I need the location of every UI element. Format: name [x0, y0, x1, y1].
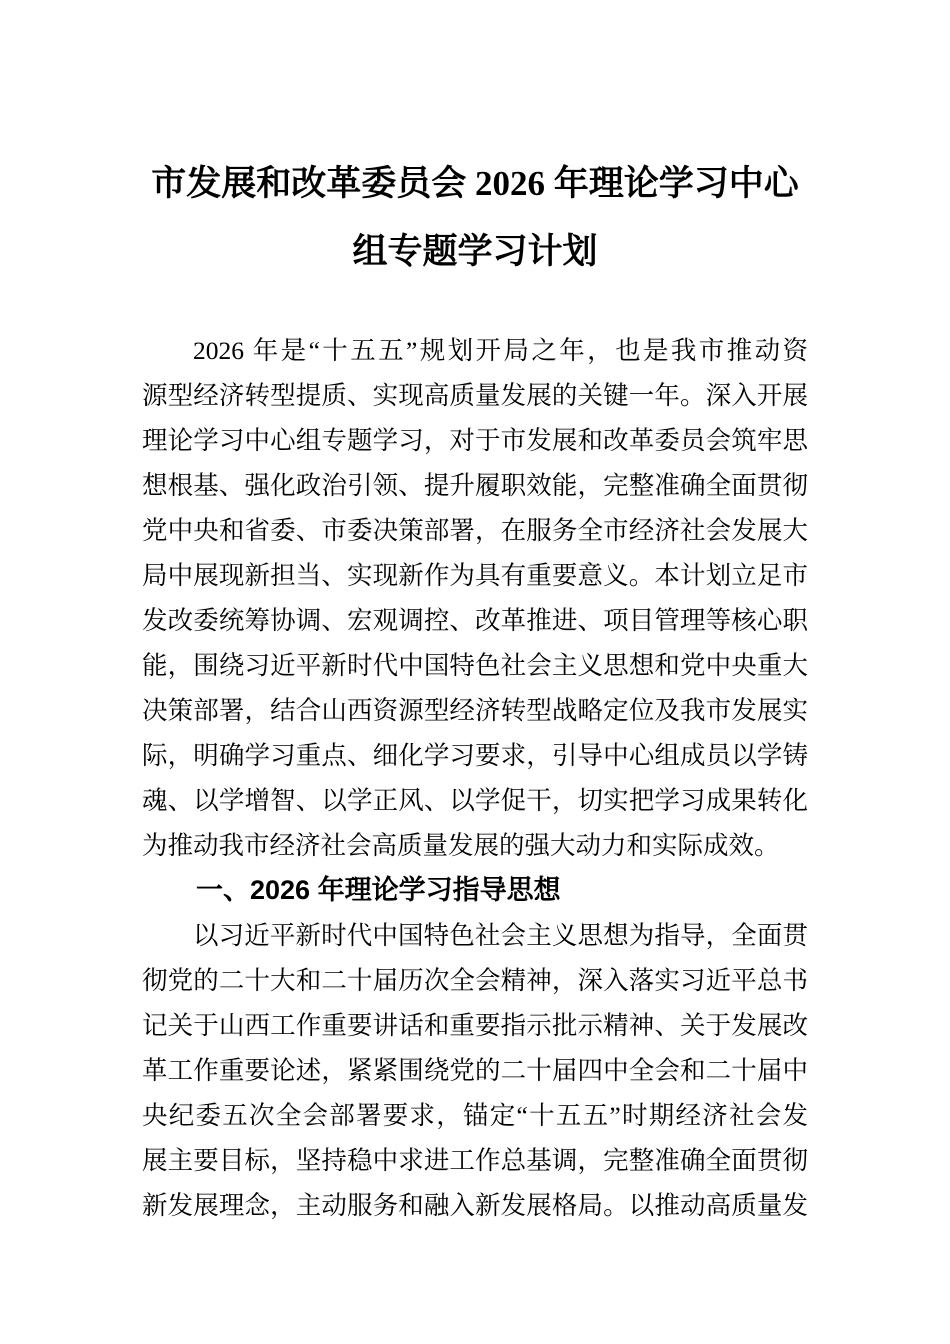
text-line: 革工作重要论述，紧紧围绕党的二十届四中全会和二十届中	[142, 1056, 808, 1085]
text-line: 源型经济转型提质、实现高质量发展的关键一年。深入开展	[142, 381, 808, 410]
document-body	[142, 328, 808, 1228]
text-line: 党中央和省委、市委决策部署，在服务全市经济社会发展大	[142, 516, 808, 545]
intro-paragraph	[142, 328, 808, 868]
text-line: 魂、以学增智、以学正风、以学促干，切实把学习成果转化	[142, 786, 808, 815]
section-1-paragraph	[142, 913, 808, 1228]
text-line: 展主要目标，坚持稳中求进工作总基调，完整准确全面贯彻	[142, 1146, 808, 1175]
text-line: 记关于山西工作重要讲话和重要指示批示精神、关于发展改	[142, 1011, 808, 1040]
text-line: 为推动我市经济社会高质量发展的强大动力和实际成效。	[142, 831, 780, 860]
text-line: 彻党的二十大和二十届历次全会精神，深入落实习近平总书	[142, 966, 808, 995]
text-line: 想根基、强化政治引领、提升履职效能，完整准确全面贯彻	[142, 471, 808, 500]
document-title	[142, 150, 808, 286]
text-line: 能，围绕习近平新时代中国特色社会主义思想和党中央重大	[142, 651, 808, 680]
document-title-line-2: 组专题学习计划	[352, 232, 598, 271]
text-line: 以习近平新时代中国特色社会主义思想为指导，全面贯	[193, 921, 808, 950]
document-title-line-1: 市发展和改革委员会 2026 年理论学习中心	[151, 164, 799, 203]
text-line: 2026 年是“十五五”规划开局之年，也是我市推动资	[193, 336, 808, 365]
text-line: 理论学习中心组专题学习，对于市发展和改革委员会筑牢思	[142, 426, 808, 455]
text-line: 发改委统筹协调、宏观调控、改革推进、项目管理等核心职	[142, 606, 808, 635]
text-line: 决策部署，结合山西资源型经济转型战略定位及我市发展实	[142, 696, 808, 725]
text-line: 新发展理念，主动服务和融入新发展格局。以推动高质量发	[142, 1191, 808, 1220]
text-line: 局中展现新担当、实现新作为具有重要意义。本计划立足市	[142, 561, 808, 590]
text-line: 央纪委五次全会部署要求，锚定“十五五”时期经济社会发	[142, 1101, 808, 1130]
section-1-heading: 一、2026 年理论学习指导思想	[196, 875, 561, 905]
text-line: 际，明确学习重点、细化学习要求，引导中心组成员以学铸	[142, 741, 808, 770]
